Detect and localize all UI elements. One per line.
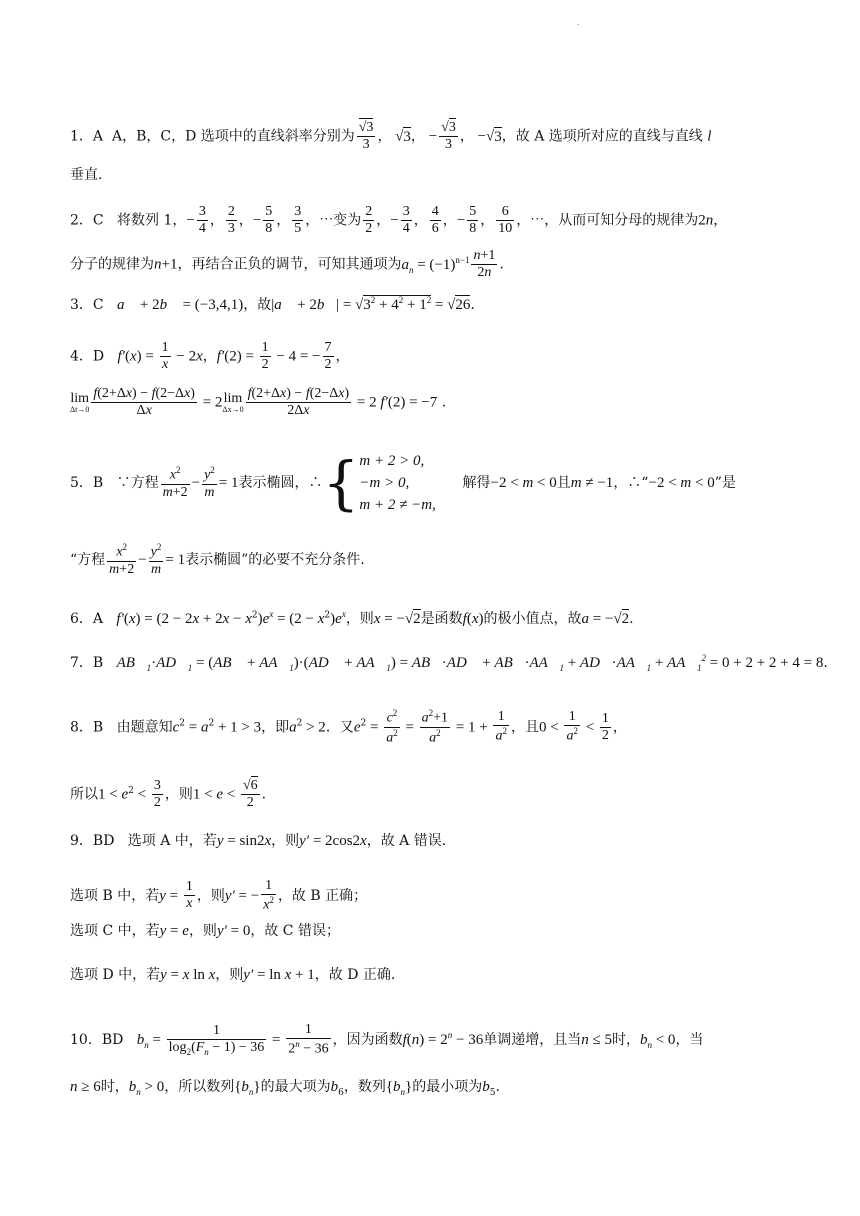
answer-9-b: 选项 B 中，若y = $\frac{1}{x}$ ，则y′ = − $\frac{1}{x^2}$ ，故 B 正确； [70, 878, 368, 913]
answer-4: 4．D f′(x) = $\frac{1}{x}$ − 2x，f′(2) = $\frac{1}{2}$ − 4 = − $\frac{7}{2}$ ， [70, 340, 350, 373]
answer-4-cont: lim Δt→0 $\frac{f(2+\Delta x) - f(2-\Delta x)}{\Delta x}$ = 2 lim Δx→0 $\frac{f(2+\Delta x) - f(2-\Delta x)}{2\Delta x}$ = 2 f′(2) = −7 . [70, 386, 447, 419]
answer-1: 1．A A，B，C，D 选项中的直线斜率分别为 $\frac{√3}{3}$ ， √3， − $\frac{√3}{3}$ ， −√3，故 A 选项所对应的直线与直线 l [70, 120, 712, 153]
answer-2: 2．C 将数列 1，− $\frac{3}{4}$ ， $\frac{2}{3}$ ，− $\frac{5}{8}$ ， $\frac{3}{5}$ ，⋯变为 $\frac{2}{2}$ ，− $\frac{3}{4}$ ， $\frac{4}{6}$ ，− $\frac{5}{8}$ ， $\frac{6}{10}$ ，⋯，从而可知分母的规律为2n， [70, 204, 728, 237]
answer-9-d: 选项 D 中，若y = x ln x，则y′ = ln x + 1，故 D 正确. [70, 967, 396, 983]
answer-5: 5．B ∵方程 $\frac{x^2}{m+2}$ − $\frac{y^2}{m}$ = 1表示椭圆，∴{ m + 2 > 0, −m > 0, m + 2 ≠ −m, 解得−2 < m < 0且m ≠ −1，∴“−2 < m < 0”是 [70, 449, 736, 517]
answer-9: 9．BD 选项 A 中，若y = sin2x，则y′ = 2cos2x，故 A 错误. [70, 833, 447, 849]
answer-3: 3．C a⃗ + 2b⃗ = (−3,4,1)，故|a⃗ + 2b⃗| = $√3^2 + 4^2 + 1^2 = √26$. [70, 295, 475, 313]
answer-8: 8．B 由题意知$c^2 = a^2 + 1 > 3$，即$a^2 > 2$．又$e^2$ = $\frac{c^2}{a^2}$ = $\frac{a^2+1}{a^2}$ = 1 + $\frac{1}{a^2}$ ，且0 < $\frac{1}{a^2}$ < $\frac{1}{2}$ ， [70, 708, 627, 746]
header-mark: . [577, 18, 580, 27]
answer-7: 7．B $AB⃗_1\cdot AD⃗_1$ = (AB⃗ + $AA⃗_1)\cdot(AD⃗$ + $AA⃗_1$) = AB⃗·AD⃗ + $AB⃗\cdot AA⃗_1$ + $AD⃗\cdot AA⃗_1$ + $AA⃗_1^2 = 0 + 2 + 2 + 4 = 8$. [70, 653, 828, 673]
answer-6: 6．A $f'(x) = (2 - 2x + 2x - x^2)e^x = (2 - x^2)e^x$，则x = −√2是函数f(x)的极小值点，故a = −√2. [70, 609, 634, 627]
answer-8-cont: 所以$1 < e^2$ < $\frac{3}{2}$ ，则1 < e < $\frac{√6}{2}$ . [70, 778, 267, 811]
answer-5-cont: “方程 $\frac{x^2}{m+2}$ − $\frac{y^2}{m}$ = 1表示椭圆”的必要不充分条件. [70, 542, 365, 577]
answer-2-cont: 分子的规律为n+1，再结合正负的调节，可知其通项为$a_n = (-1)^{n-1}$ $\frac{n+1}{2n}$ . [70, 248, 504, 281]
answer-9-c: 选项 C 中，若y = e，则y′ = 0，故 C 错误； [70, 923, 340, 939]
answer-10: 10．BD $b_n$ = $\frac{1}{\log_2(F_n - 1) - 36}$ = $\frac{1}{2^n - 36}$ ，因为函数$f(n) = 2^n - 36$单调递增，且当n ≤ 5时，$b_n < 0$，当 [70, 1022, 704, 1057]
answer-10-cont: n ≥ 6时，$b_n > 0$，所以数列$\{b_n\}$的最大项为$b_6$，数列$\{b_n\}$的最小项为$b_5$. [70, 1079, 500, 1098]
answer-1-cont: 垂直. [70, 167, 103, 183]
